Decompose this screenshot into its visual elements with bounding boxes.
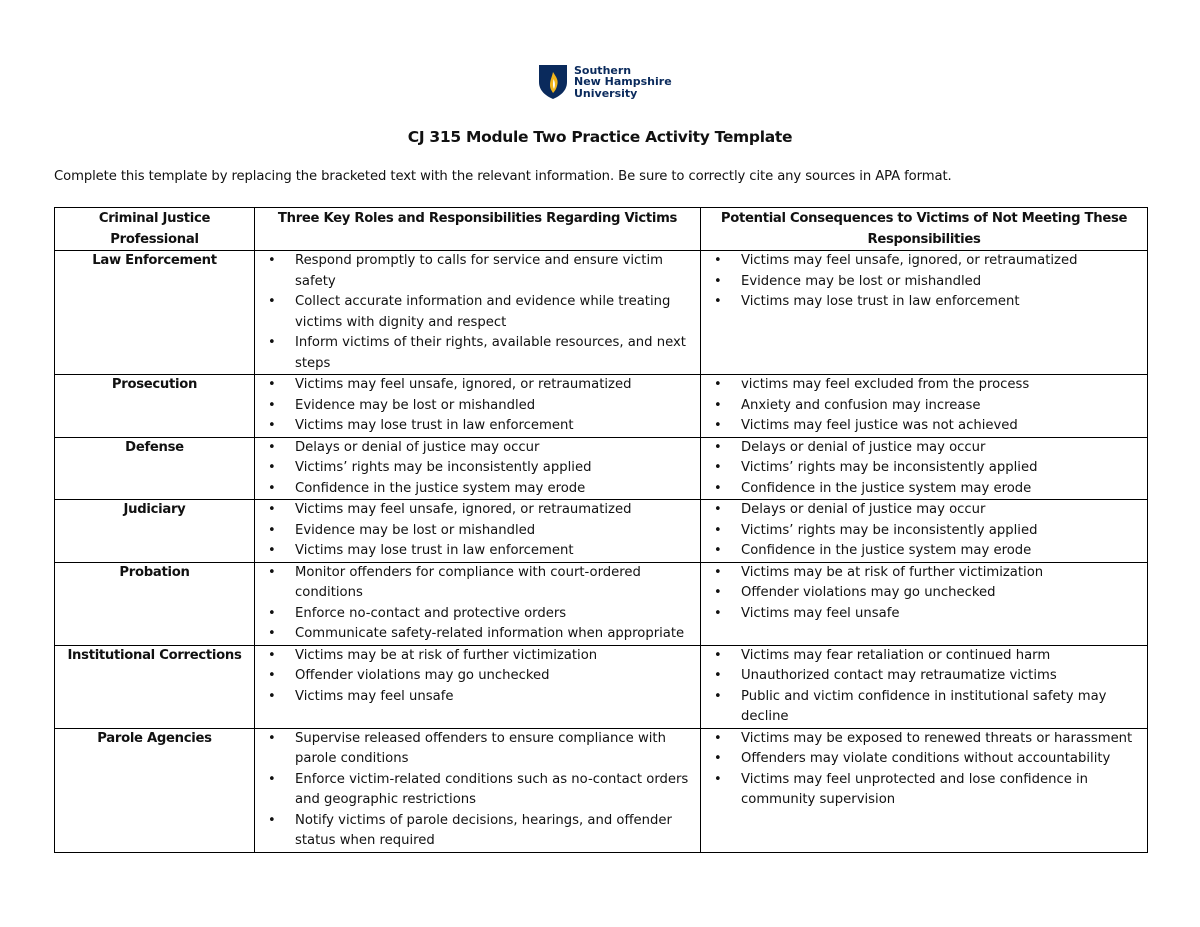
list-item: • Victims may feel unsafe, ignored, or retraumatized	[255, 375, 700, 396]
consequences-cell	[701, 375, 1148, 438]
table-row	[55, 562, 1148, 645]
list-item: • Victims’ rights may be inconsistently applied	[701, 521, 1147, 542]
logo-line-1: Southern	[574, 63, 632, 77]
list-item: • victims may feel excluded from the process	[701, 375, 1147, 396]
list-item: • Collect accurate information and evidence while treating victims with dignity and respect	[255, 292, 700, 333]
consequences-list	[701, 646, 1147, 728]
table-row	[55, 375, 1148, 438]
logo-line-2: New Hampshire	[574, 75, 672, 89]
consequences-cell	[701, 500, 1148, 563]
list-item: • Victims may be at risk of further victimization	[255, 646, 700, 667]
role-cell: Law Enforcement	[55, 251, 255, 375]
table-row	[55, 437, 1148, 500]
list-item: • Enforce victim-related conditions such as no-contact orders and geographic restrictions	[255, 770, 700, 811]
role-cell: Judiciary	[55, 500, 255, 563]
role-cell: Institutional Corrections	[55, 645, 255, 728]
list-item: • Respond promptly to calls for service and ensure victim safety	[255, 251, 700, 292]
table-header-row	[55, 208, 1148, 251]
responsibilities-cell	[255, 562, 701, 645]
responsibilities-cell	[255, 728, 701, 852]
list-item: • Victims may feel unprotected and lose confidence in community supervision	[701, 770, 1147, 811]
consequences-cell	[701, 251, 1148, 375]
list-item: • Delays or denial of justice may occur	[701, 438, 1147, 459]
shield-flame-icon	[538, 64, 568, 100]
list-item: • Supervise released offenders to ensure compliance with parole conditions	[255, 729, 700, 770]
list-item: • Victims may be at risk of further victimization	[701, 563, 1147, 584]
role-cell: Probation	[55, 562, 255, 645]
consequences-cell	[701, 728, 1148, 852]
role-cell: Prosecution	[55, 375, 255, 438]
role-cell: Defense	[55, 437, 255, 500]
list-item: • Victims may be exposed to renewed threats or harassment	[701, 729, 1147, 750]
responsibilities-cell	[255, 375, 701, 438]
table-row	[55, 728, 1148, 852]
list-item: • Public and victim confidence in institutional safety may decline	[701, 687, 1147, 728]
list-item: • Victims may feel unsafe, ignored, or retraumatized	[701, 251, 1147, 272]
responsibilities-cell	[255, 500, 701, 563]
responsibilities-list	[255, 251, 700, 374]
list-item: • Victims’ rights may be inconsistently applied	[701, 458, 1147, 479]
list-item: • Offender violations may go unchecked	[701, 583, 1147, 604]
consequences-list	[701, 375, 1147, 437]
list-item: • Victims may lose trust in law enforcement	[255, 541, 700, 562]
list-item: • Delays or denial of justice may occur	[701, 500, 1147, 521]
list-item: • Victims may feel justice was not achieved	[701, 416, 1147, 437]
roles-table	[54, 207, 1148, 853]
instructions-text: Complete this template by replacing the bracketed text with the relevant information. Be sure to correctly cite any sources in APA format.	[54, 169, 952, 184]
responsibilities-cell	[255, 437, 701, 500]
responsibilities-cell	[255, 645, 701, 728]
list-item: • Evidence may be lost or mishandled	[701, 272, 1147, 293]
consequences-list	[701, 563, 1147, 625]
list-item: • Delays or denial of justice may occur	[255, 438, 700, 459]
list-item: • Inform victims of their rights, available resources, and next steps	[255, 333, 700, 374]
list-item: • Victims may fear retaliation or continued harm	[701, 646, 1147, 667]
list-item: • Confidence in the justice system may erode	[701, 541, 1147, 562]
list-item: • Confidence in the justice system may erode	[701, 479, 1147, 500]
list-item: • Unauthorized contact may retraumatize victims	[701, 666, 1147, 687]
list-item: • Victims’ rights may be inconsistently applied	[255, 458, 700, 479]
table-body	[55, 251, 1148, 853]
list-item: • Evidence may be lost or mishandled	[255, 396, 700, 417]
document-title: CJ 315 Module Two Practice Activity Template	[407, 128, 793, 146]
table-row	[55, 645, 1148, 728]
list-item: • Victims may feel unsafe	[255, 687, 700, 708]
consequences-list	[701, 500, 1147, 562]
list-item: • Offenders may violate conditions without accountability	[701, 749, 1147, 770]
consequences-list	[701, 729, 1147, 811]
logo-line-3: University	[574, 86, 638, 100]
list-item: • Evidence may be lost or mishandled	[255, 521, 700, 542]
responsibilities-cell	[255, 251, 701, 375]
list-item: • Victims may lose trust in law enforcement	[701, 292, 1147, 313]
list-item: • Communicate safety-related information when appropriate	[255, 624, 700, 645]
header-consequences: Potential Consequences to Victims of Not Meeting These Responsibilities	[701, 208, 1148, 251]
responsibilities-list	[255, 500, 700, 562]
consequences-cell	[701, 437, 1148, 500]
university-logo	[538, 64, 672, 100]
header-responsibilities: Three Key Roles and Responsibilities Regarding Victims	[255, 208, 701, 251]
list-item: • Monitor offenders for compliance with court-ordered conditions	[255, 563, 700, 604]
list-item: • Victims may lose trust in law enforcement	[255, 416, 700, 437]
consequences-list	[701, 251, 1147, 313]
table-row	[55, 251, 1148, 375]
responsibilities-list	[255, 729, 700, 852]
list-item: • Offender violations may go unchecked	[255, 666, 700, 687]
responsibilities-list	[255, 438, 700, 500]
responsibilities-list	[255, 563, 700, 645]
list-item: • Notify victims of parole decisions, hearings, and offender status when required	[255, 811, 700, 852]
role-cell: Parole Agencies	[55, 728, 255, 852]
table-row	[55, 500, 1148, 563]
logo-wordmark	[574, 65, 672, 100]
consequences-list	[701, 438, 1147, 500]
responsibilities-list	[255, 375, 700, 437]
list-item: • Confidence in the justice system may erode	[255, 479, 700, 500]
list-item: • Victims may feel unsafe, ignored, or retraumatized	[255, 500, 700, 521]
consequences-cell	[701, 645, 1148, 728]
list-item: • Enforce no-contact and protective orders	[255, 604, 700, 625]
list-item: • Victims may feel unsafe	[701, 604, 1147, 625]
header-professional: Criminal Justice Professional	[55, 208, 255, 251]
list-item: • Anxiety and confusion may increase	[701, 396, 1147, 417]
consequences-cell	[701, 562, 1148, 645]
responsibilities-list	[255, 646, 700, 708]
